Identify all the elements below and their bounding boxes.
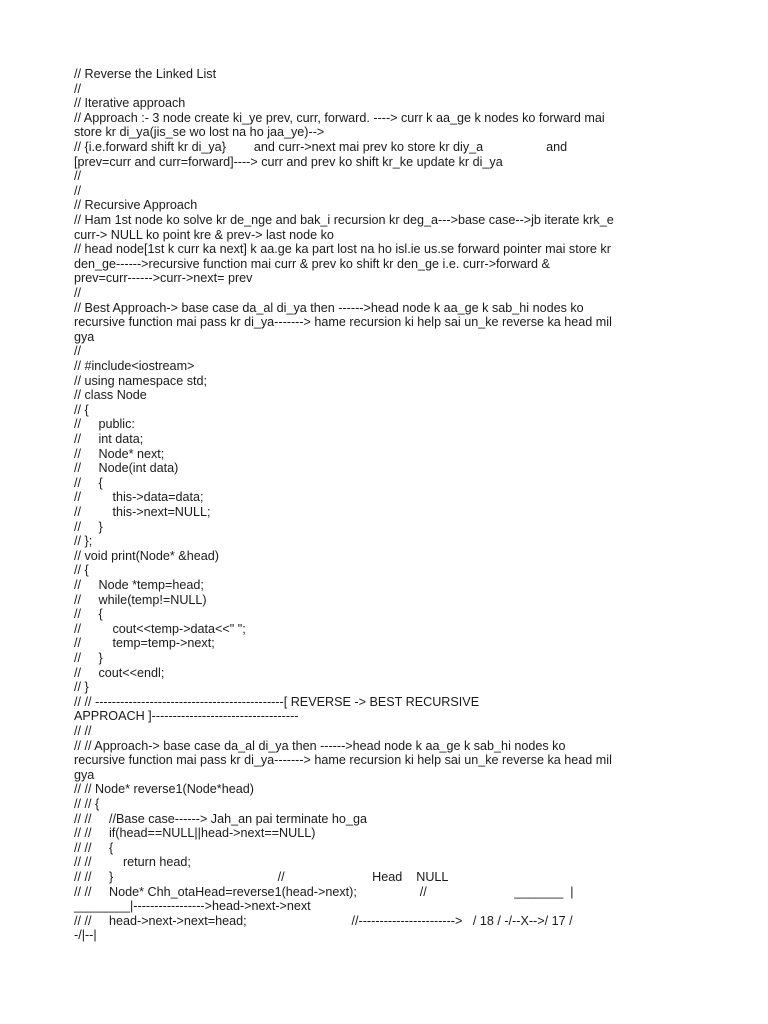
code-text-line: // int data; — [74, 432, 144, 446]
code-text-line: // head node[1st k curr ka next] k aa.ge ka part lost na ho isl.ie us.se forward pointer mai store kr — [74, 242, 611, 257]
code-text-line: // — [74, 286, 81, 300]
code-text-line: // // Node* reverse1(Node*head) — [74, 782, 254, 797]
code-text-line: // Ham 1st node ko solve kr de_nge and bak_i recursion kr deg_a--->base case-->jb iterate krk_e — [74, 213, 614, 227]
code-text-line: // Approach :- 3 node create ki_ye prev, curr, forward. ----> curr k aa_ge k nodes ko forward mai — [74, 110, 605, 125]
code-text-line: // this->next=NULL; — [74, 505, 211, 519]
code-text-line: APPROACH ]----------------------------------- — [74, 709, 299, 724]
code-text-line: // #include<iostream> — [74, 359, 195, 373]
code-text-line: // class Node — [74, 388, 147, 403]
code-text-line: // while(temp!=NULL) — [74, 592, 207, 607]
code-text-line: // Reverse the Linked List — [74, 67, 217, 81]
code-text-line: // — [74, 81, 81, 96]
code-text-line: // } — [74, 680, 89, 695]
code-text-line: // — [74, 344, 81, 359]
code-text-line: // Node *temp=head; — [74, 578, 204, 592]
code-text-line: // // return head; — [74, 855, 191, 870]
code-text-line: // Node(int data) — [74, 461, 179, 476]
code-text-line: // Iterative approach — [74, 96, 186, 111]
code-text-line: gya — [74, 329, 95, 344]
code-text-line: // Best Approach-> base case da_al di_ya then ------>head node k aa_ge k sab_hi nodes ko — [74, 300, 584, 315]
code-text-line: ________|----------------->head->next->next — [74, 899, 311, 914]
code-text-line: // public: — [74, 417, 135, 432]
code-text-line: // this->data=data; — [74, 490, 204, 505]
code-text-line: // {i.e.forward shift kr di_ya} and curr->next mai prev ko store kr diy_a and — [74, 140, 568, 154]
code-text-line: curr-> NULL ko point kre & prev-> last node ko — [74, 227, 334, 242]
code-text-line: // } — [74, 651, 103, 665]
code-text-line: prev=curr------>curr->next= prev — [74, 271, 253, 286]
code-text-line: // // ---------------------------------------------[ REVERSE -> BEST RECURSIVE — [74, 694, 480, 709]
code-text-line: // // { — [74, 840, 114, 855]
code-text-line: -/|--| — [74, 928, 97, 943]
code-text-line: // // } // Head NULL — [74, 870, 449, 884]
code-text-line: // — [74, 169, 81, 184]
code-text-line: // // { — [74, 797, 100, 811]
code-text-line: // Node* next; — [74, 446, 165, 461]
code-text-line: // // — [74, 724, 92, 738]
code-text-line: // cout<<temp->data<<" "; — [74, 621, 246, 636]
code-text-line: // using namespace std; — [74, 373, 208, 388]
code-text-line: recursive function mai pass kr di_ya-------> hame recursion ki help sai un_ke reverse ka head mil — [74, 315, 612, 330]
code-text-line: // temp=temp->next; — [74, 636, 215, 651]
code-text-line: [prev=curr and curr=forward]----> curr and prev ko shift kr_ke update kr di_ya — [74, 154, 503, 169]
code-text-line: // — [74, 183, 81, 198]
code-text-line: // cout<<endl; — [74, 665, 165, 680]
code-text-line: // { — [74, 402, 89, 417]
code-text-line: // }; — [74, 534, 93, 549]
code-text-line: store kr di_ya(jis_se wo lost na ho jaa_ye)--> — [74, 125, 325, 140]
code-text-line: // // Node* Chh_otaHead=reverse1(head->next); // _______ | — [74, 884, 574, 899]
code-text-line: // // if(head==NULL||head->next==NULL) — [74, 826, 316, 841]
code-text-line: // Recursive Approach — [74, 198, 198, 213]
code-text-line: // { — [74, 563, 89, 578]
code-text-line: // { — [74, 607, 103, 622]
code-text-line: recursive function mai pass kr di_ya-------> hame recursion ki help sai un_ke reverse ka head mil — [74, 753, 612, 768]
code-text-line: gya — [74, 767, 95, 782]
code-text-line: // } — [74, 519, 103, 534]
code-text-line: // // //Base case------> Jah_an pai terminate ho_ga — [74, 811, 367, 826]
code-text-line: // // Approach-> base case da_al di_ya then ------>head node k aa_ge k sab_hi nodes ko — [74, 738, 566, 753]
code-text-line: // void print(Node* &head) — [74, 548, 219, 563]
code-text-line: den_ge------>recursive function mai curr & prev ko shift kr den_ge i.e. curr->forward & — [74, 256, 550, 271]
code-text-line: // { — [74, 475, 103, 490]
code-text-line: // // head->next->next=head; //-----------------------> / 18 / -/--X-->/ 17 / — [74, 913, 573, 928]
